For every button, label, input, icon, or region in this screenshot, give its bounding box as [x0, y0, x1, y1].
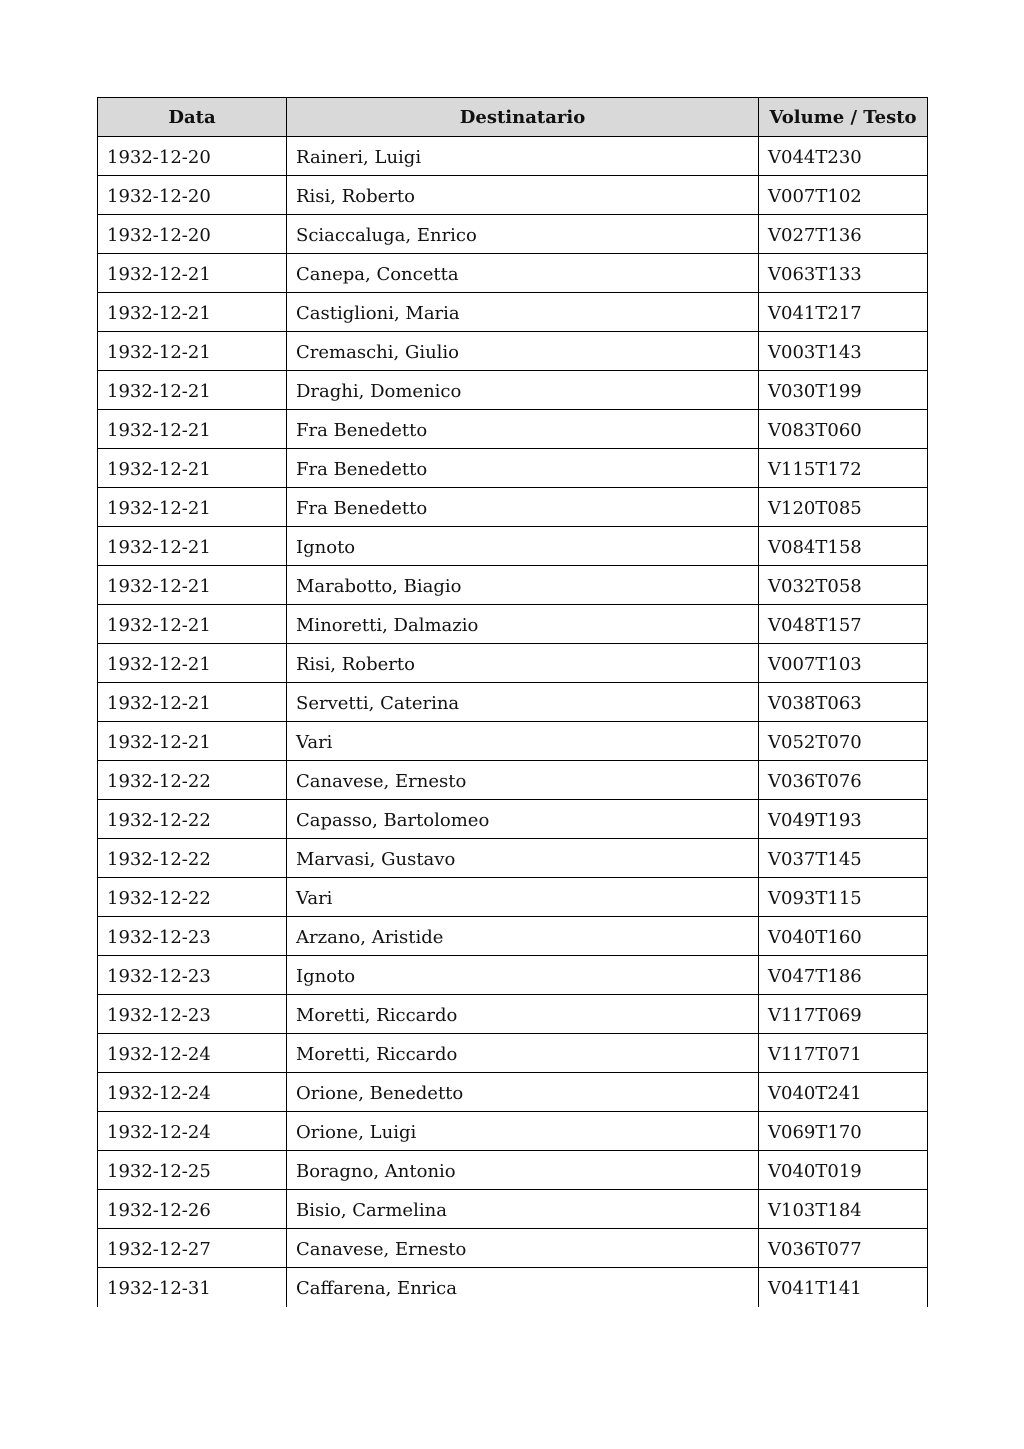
- cell-recipient: Raineri, Luigi: [287, 137, 759, 176]
- cell-volume: V044T230: [759, 137, 928, 176]
- cell-recipient: Boragno, Antonio: [287, 1151, 759, 1190]
- table-row: [98, 176, 928, 215]
- cell-date: 1932-12-21: [98, 722, 287, 761]
- cell-volume: V083T060: [759, 410, 928, 449]
- table-row: [98, 839, 928, 878]
- table-row: [98, 137, 928, 176]
- cell-recipient: Risi, Roberto: [287, 176, 759, 215]
- table-row: [98, 1151, 928, 1190]
- cell-date: 1932-12-20: [98, 215, 287, 254]
- cell-recipient: Ignoto: [287, 527, 759, 566]
- cell-date: 1932-12-21: [98, 527, 287, 566]
- table-row: [98, 449, 928, 488]
- cell-date: 1932-12-22: [98, 878, 287, 917]
- table-row: [98, 1229, 928, 1268]
- cell-date: 1932-12-21: [98, 605, 287, 644]
- cell-date: 1932-12-25: [98, 1151, 287, 1190]
- cell-volume: V115T172: [759, 449, 928, 488]
- cell-date: 1932-12-21: [98, 566, 287, 605]
- table-row: [98, 683, 928, 722]
- cell-volume: V036T076: [759, 761, 928, 800]
- cell-volume: V048T157: [759, 605, 928, 644]
- cell-date: 1932-12-21: [98, 644, 287, 683]
- cell-volume: V120T085: [759, 488, 928, 527]
- cell-volume: V040T160: [759, 917, 928, 956]
- table-row: [98, 293, 928, 332]
- table-row: [98, 995, 928, 1034]
- table-row: [98, 1034, 928, 1073]
- header-recipient: Destinatario: [287, 98, 759, 137]
- table-row: [98, 410, 928, 449]
- cell-volume: V040T019: [759, 1151, 928, 1190]
- cell-date: 1932-12-26: [98, 1190, 287, 1229]
- cell-volume: V032T058: [759, 566, 928, 605]
- cell-volume: V007T103: [759, 644, 928, 683]
- table-row: [98, 1190, 928, 1229]
- cell-recipient: Vari: [287, 722, 759, 761]
- table-row: [98, 527, 928, 566]
- cell-recipient: Marvasi, Gustavo: [287, 839, 759, 878]
- cell-date: 1932-12-21: [98, 293, 287, 332]
- cell-date: 1932-12-21: [98, 410, 287, 449]
- table-row: [98, 1073, 928, 1112]
- cell-date: 1932-12-21: [98, 332, 287, 371]
- cell-volume: V117T069: [759, 995, 928, 1034]
- cell-date: 1932-12-24: [98, 1073, 287, 1112]
- cell-date: 1932-12-23: [98, 995, 287, 1034]
- cell-volume: V093T115: [759, 878, 928, 917]
- cell-volume: V049T193: [759, 800, 928, 839]
- cell-date: 1932-12-23: [98, 917, 287, 956]
- table-row: [98, 254, 928, 293]
- cell-recipient: Servetti, Caterina: [287, 683, 759, 722]
- table-row: [98, 800, 928, 839]
- table-row: [98, 878, 928, 917]
- cell-date: 1932-12-21: [98, 371, 287, 410]
- cell-recipient: Minoretti, Dalmazio: [287, 605, 759, 644]
- table-row: [98, 956, 928, 995]
- cell-volume: V069T170: [759, 1112, 928, 1151]
- cell-date: 1932-12-20: [98, 176, 287, 215]
- table-row: [98, 605, 928, 644]
- cell-date: 1932-12-21: [98, 254, 287, 293]
- table-row: [98, 371, 928, 410]
- cell-recipient: Canepa, Concetta: [287, 254, 759, 293]
- cell-recipient: Capasso, Bartolomeo: [287, 800, 759, 839]
- table-body: [98, 137, 928, 1307]
- cell-date: 1932-12-22: [98, 761, 287, 800]
- cell-date: 1932-12-21: [98, 488, 287, 527]
- header-row: [98, 98, 928, 137]
- cell-recipient: Ignoto: [287, 956, 759, 995]
- cell-recipient: Fra Benedetto: [287, 410, 759, 449]
- cell-recipient: Castiglioni, Maria: [287, 293, 759, 332]
- cell-recipient: Moretti, Riccardo: [287, 995, 759, 1034]
- table-row: [98, 215, 928, 254]
- cell-volume: V003T143: [759, 332, 928, 371]
- cell-date: 1932-12-23: [98, 956, 287, 995]
- cell-volume: V063T133: [759, 254, 928, 293]
- cell-recipient: Risi, Roberto: [287, 644, 759, 683]
- cell-volume: V040T241: [759, 1073, 928, 1112]
- letters-index-table: [97, 97, 928, 1307]
- cell-volume: V038T063: [759, 683, 928, 722]
- cell-date: 1932-12-24: [98, 1112, 287, 1151]
- header-volume: Volume / Testo: [759, 98, 928, 137]
- cell-date: 1932-12-27: [98, 1229, 287, 1268]
- table-row: [98, 761, 928, 800]
- cell-volume: V103T184: [759, 1190, 928, 1229]
- cell-date: 1932-12-22: [98, 800, 287, 839]
- cell-recipient: Vari: [287, 878, 759, 917]
- cell-recipient: Bisio, Carmelina: [287, 1190, 759, 1229]
- cell-recipient: Arzano, Aristide: [287, 917, 759, 956]
- cell-volume: V117T071: [759, 1034, 928, 1073]
- cell-recipient: Canavese, Ernesto: [287, 761, 759, 800]
- table-row: [98, 488, 928, 527]
- table-row: [98, 566, 928, 605]
- table-row: [98, 644, 928, 683]
- cell-recipient: Draghi, Domenico: [287, 371, 759, 410]
- table-row: [98, 1112, 928, 1151]
- cell-recipient: Cremaschi, Giulio: [287, 332, 759, 371]
- cell-date: 1932-12-20: [98, 137, 287, 176]
- cell-date: 1932-12-31: [98, 1268, 287, 1307]
- cell-recipient: Fra Benedetto: [287, 449, 759, 488]
- cell-volume: V027T136: [759, 215, 928, 254]
- cell-recipient: Moretti, Riccardo: [287, 1034, 759, 1073]
- cell-date: 1932-12-24: [98, 1034, 287, 1073]
- table-row: [98, 917, 928, 956]
- cell-volume: V007T102: [759, 176, 928, 215]
- cell-volume: V052T070: [759, 722, 928, 761]
- cell-recipient: Canavese, Ernesto: [287, 1229, 759, 1268]
- cell-date: 1932-12-21: [98, 449, 287, 488]
- cell-volume: V084T158: [759, 527, 928, 566]
- cell-volume: V037T145: [759, 839, 928, 878]
- cell-volume: V030T199: [759, 371, 928, 410]
- cell-volume: V041T217: [759, 293, 928, 332]
- cell-recipient: Fra Benedetto: [287, 488, 759, 527]
- cell-recipient: Orione, Luigi: [287, 1112, 759, 1151]
- table-row: [98, 722, 928, 761]
- cell-volume: V047T186: [759, 956, 928, 995]
- cell-recipient: Marabotto, Biagio: [287, 566, 759, 605]
- table-header: [98, 98, 928, 137]
- table-row: [98, 1268, 928, 1307]
- cell-recipient: Caffarena, Enrica: [287, 1268, 759, 1307]
- cell-recipient: Sciaccaluga, Enrico: [287, 215, 759, 254]
- table-row: [98, 332, 928, 371]
- header-date: Data: [98, 98, 287, 137]
- cell-volume: V036T077: [759, 1229, 928, 1268]
- cell-recipient: Orione, Benedetto: [287, 1073, 759, 1112]
- cell-date: 1932-12-21: [98, 683, 287, 722]
- cell-volume: V041T141: [759, 1268, 928, 1307]
- cell-date: 1932-12-22: [98, 839, 287, 878]
